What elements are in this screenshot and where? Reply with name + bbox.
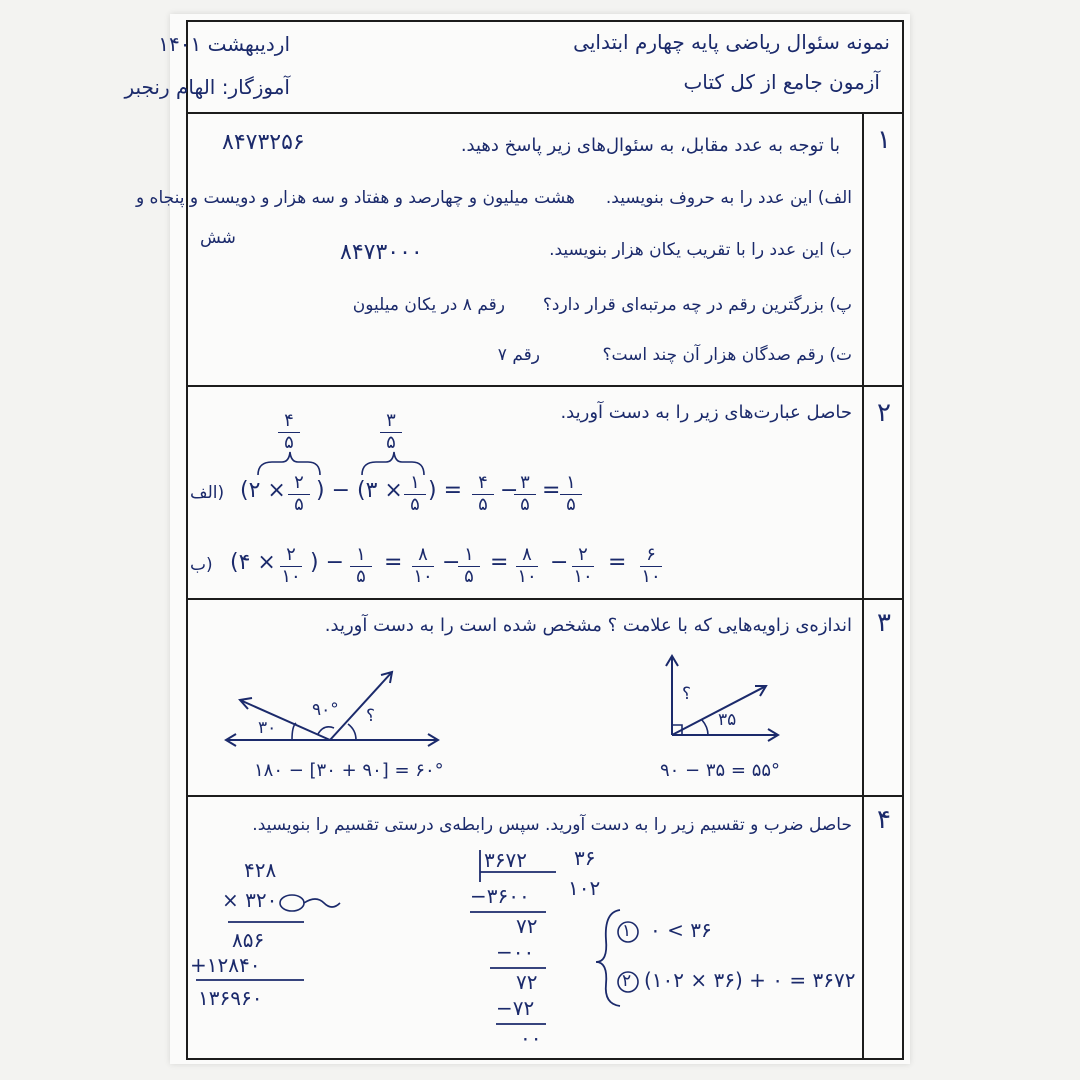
q2-a-expr-close: ) =	[428, 478, 463, 503]
q2-a-result-1: ۴ ۵	[472, 474, 494, 515]
q4-mult-partial-1: ۸۵۶	[232, 928, 265, 952]
q2-b-result-5: ۶ ۱۰	[641, 544, 661, 587]
q2-prompt: حاصل عبارت‌های زیر را به دست آورید.	[560, 402, 852, 423]
q1-b-label: ب) این عدد را با تقریب یکان هزار بنویسید.	[549, 240, 852, 260]
q3-right-label-question: ؟	[682, 684, 692, 704]
q2-b-result-4: ۲ ۱۰	[573, 544, 593, 587]
q4-check-circle-2: ۲	[622, 971, 632, 991]
question-number-2: ۲	[877, 398, 891, 428]
q3-right-label-35: ۳۵	[718, 710, 737, 730]
q2-b-fraction-1: ۲ ۱۰	[281, 544, 301, 587]
q2-b-label: (ب	[190, 555, 213, 575]
q4-prompt: حاصل ضرب و تقسیم زیر را به دست آورید. سپس رابطه‌ی درستی تقسیم را بنویسید.	[252, 815, 852, 835]
q2-a-minus: −	[500, 478, 519, 503]
q2-b-equals-1: =	[384, 550, 403, 575]
q4-div-dividend: ۳۶۷۲	[484, 848, 527, 872]
q4-check-2: (۱۰۲ × ۳۶) + ۰ = ۳۶۷۲	[644, 968, 856, 992]
q2-b-result-1: ۸ ۱۰	[413, 544, 433, 587]
q4-div-remainder-2: ۷۲	[516, 970, 538, 994]
q3-prompt: اندازه‌ی زاویه‌هایی که با علامت ؟ مشخص شده است را به دست آورید.	[324, 615, 852, 636]
q4-div-remainder-3: ۰۰	[520, 1026, 542, 1050]
q1-d-answer: رقم ۷	[497, 345, 540, 365]
teacher-name: آموزگار: الهام رنجبر	[124, 75, 290, 99]
q2-a-equals: =	[542, 478, 561, 503]
q1-d-label: ت) رقم صدگان هزار آن چند است؟	[602, 345, 852, 365]
q2-b-expr-mid: ) −	[310, 550, 345, 575]
q2-b-equals-2: =	[490, 550, 509, 575]
q4-div-subtract-1: −۳۶۰۰	[470, 884, 530, 908]
q4-div-subtract-3: −۷۲	[496, 996, 535, 1020]
q4-check-1: ۰ < ۳۶	[650, 918, 712, 942]
q3-left-label-90: ۹۰°	[312, 700, 339, 720]
exam-subtitle: آزمون جامع از کل کتاب	[683, 70, 880, 94]
q1-a-answer: هشت میلیون و چهارصد و هفتاد و سه هزار و دویست و پنجاه و	[135, 188, 575, 208]
q2-b-fraction-2: ۱ ۵	[350, 546, 372, 587]
q1-given-number: ۸۴۷۳۲۵۶	[222, 130, 305, 155]
q1-c-label: پ) بزرگترین رقم در چه مرتبه‌ای قرار دارد؟	[542, 295, 852, 315]
q2-a-brace-fraction-2: ۳ ۵	[380, 412, 402, 453]
q2-b-result-3: ۸ ۱۰	[517, 544, 537, 587]
question-number-1: ۱	[877, 125, 891, 155]
question-number-4: ۴	[877, 805, 891, 835]
q2-a-result-3: ۱ ۵	[560, 474, 582, 515]
exam-title: نمونه سئوال ریاضی پایه چهارم ابتدایی	[573, 30, 890, 54]
q1-b-answer: ۸۴۷۳۰۰۰	[340, 240, 423, 265]
q4-div-subtract-2: −۰۰	[496, 940, 535, 964]
q2-a-result-2: ۳ ۵	[514, 474, 536, 515]
q2-b-equals-3: =	[608, 550, 627, 575]
q1-prompt: با توجه به عدد مقابل، به سئوال‌های زیر پاسخ دهید.	[460, 135, 840, 156]
exam-date: اردیبهشت ۱۴۰۱	[158, 32, 290, 56]
q4-mult-result: ۱۳۶۹۶۰	[198, 986, 263, 1010]
q2-b-result-2: ۱ ۵	[458, 546, 480, 587]
q2-a-expr-left: (۲ ×	[240, 478, 286, 503]
q3-left-label-question: ؟	[366, 706, 376, 726]
q4-check-circle-1: ۱	[622, 921, 632, 941]
q4-div-divisor: ۳۶	[574, 846, 596, 870]
q4-div-remainder-1: ۷۲	[516, 914, 538, 938]
q4-mult-top: ۴۲۸	[244, 858, 277, 882]
q2-a-expr-mid: ) − (۳ ×	[316, 478, 403, 503]
q3-right-answer: ۹۰ − ۳۵ = ۵۵°	[660, 760, 781, 781]
q2-a-fraction-2: ۱ ۵	[404, 474, 426, 515]
q4-mult-second: × ۳۲۰	[222, 888, 278, 912]
q2-a-label: (الف	[190, 483, 225, 503]
question-number-3: ۳	[877, 608, 891, 638]
q3-left-label-30: ۳۰	[258, 718, 277, 738]
q2-b-expr-left: (۴ ×	[230, 550, 276, 575]
q1-c-answer: رقم ۸ در یکان میلیون	[352, 295, 505, 315]
q4-div-quotient: ۱۰۲	[568, 876, 601, 900]
q1-a-label: الف) این عدد را به حروف بنویسید.	[605, 188, 852, 208]
q2-b-minus-1: −	[442, 550, 461, 575]
q3-left-answer: ۱۸۰ − [۳۰ + ۹۰] = ۶۰°	[254, 760, 444, 781]
q2-a-brace-fraction-1: ۴ ۵	[278, 412, 300, 453]
q4-mult-partial-2: +۱۲۸۴۰	[190, 953, 261, 977]
q1-a-answer-cont: شش	[200, 228, 236, 248]
q2-a-fraction-1: ۲ ۵	[288, 474, 310, 515]
q2-b-minus-2: −	[550, 550, 569, 575]
